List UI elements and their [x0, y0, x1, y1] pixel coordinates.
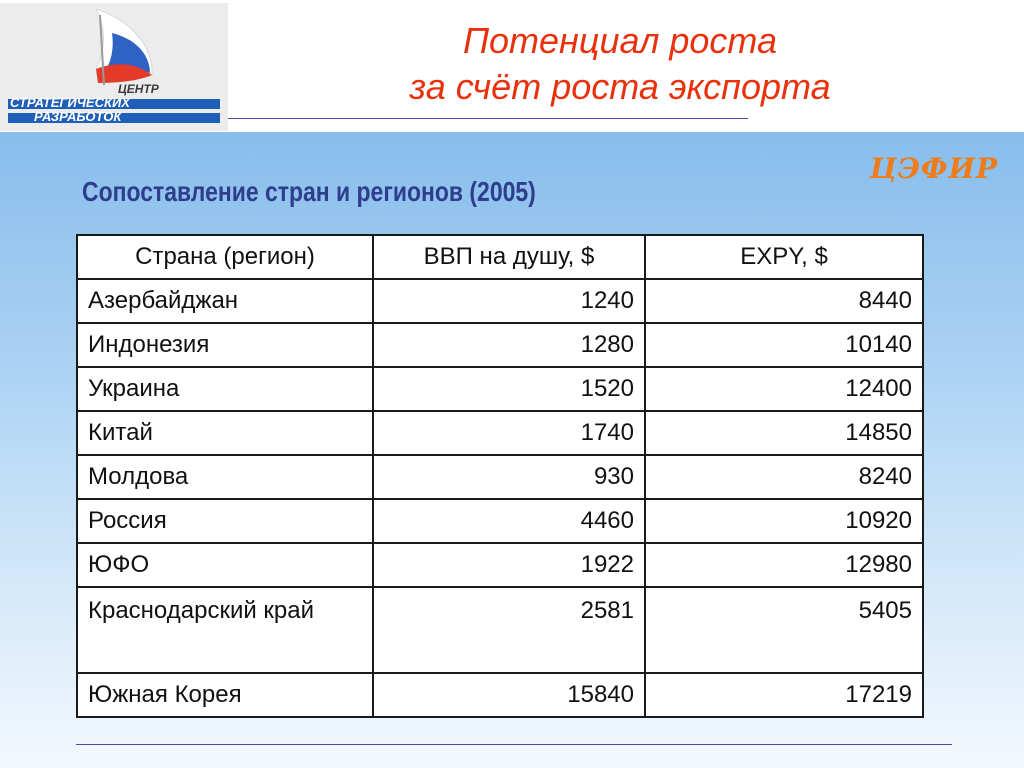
table-row [77, 543, 923, 587]
slide-title [300, 18, 940, 110]
cell-gdp: 1520 [373, 367, 645, 411]
slide-header [0, 0, 1024, 132]
cell-country: Россия [77, 499, 373, 543]
table-row [77, 323, 923, 367]
cell-expy: 12980 [645, 543, 923, 587]
header-divider [228, 118, 748, 119]
column-header-gdp: ВВП на душу, $ [373, 235, 645, 279]
cell-country: Украина [77, 367, 373, 411]
cell-expy: 8440 [645, 279, 923, 323]
logo [0, 3, 228, 131]
column-header-country: Страна (регион) [77, 235, 373, 279]
cell-gdp: 1922 [373, 543, 645, 587]
org-mark: ЦЭФИР [869, 152, 998, 185]
cell-country: Южная Корея [77, 673, 373, 717]
cell-gdp: 1740 [373, 411, 645, 455]
cell-gdp: 15840 [373, 673, 645, 717]
cell-country: Краснодарский край [77, 587, 373, 673]
cell-country: Молдова [77, 455, 373, 499]
table-row [77, 367, 923, 411]
cell-gdp: 1280 [373, 323, 645, 367]
logo-line2: СТРАТЕГИЧЕСКИХ [10, 95, 130, 110]
table-row [77, 587, 923, 673]
cell-country: ЮФО [77, 543, 373, 587]
cell-expy: 12400 [645, 367, 923, 411]
cell-gdp: 1240 [373, 279, 645, 323]
footer-divider [76, 744, 952, 745]
cell-gdp: 2581 [373, 587, 645, 673]
table-row [77, 279, 923, 323]
cell-country: Азербайджан [77, 279, 373, 323]
title-line-1: Потенциал роста [462, 20, 778, 61]
title-line-2: за счёт роста экспорта [409, 66, 831, 107]
table-header-row [77, 235, 923, 279]
cell-expy: 17219 [645, 673, 923, 717]
comparison-table [76, 234, 924, 718]
table-row [77, 411, 923, 455]
cell-expy: 8240 [645, 455, 923, 499]
cell-country: Индонезия [77, 323, 373, 367]
table-row [77, 455, 923, 499]
logo-line1: ЦЕНТР [118, 82, 159, 96]
column-header-expy: EXPY, $ [645, 235, 923, 279]
cell-expy: 10920 [645, 499, 923, 543]
cell-expy: 14850 [645, 411, 923, 455]
sail-logo-icon [0, 3, 228, 131]
table-subtitle: Сопоставление стран и регионов (2005) [82, 176, 536, 207]
cell-country: Китай [77, 411, 373, 455]
cell-expy: 10140 [645, 323, 923, 367]
cell-gdp: 930 [373, 455, 645, 499]
table-row [77, 673, 923, 717]
logo-line3: РАЗРАБОТОК [34, 109, 122, 124]
table-row [77, 499, 923, 543]
cell-gdp: 4460 [373, 499, 645, 543]
cell-expy: 5405 [645, 587, 923, 673]
